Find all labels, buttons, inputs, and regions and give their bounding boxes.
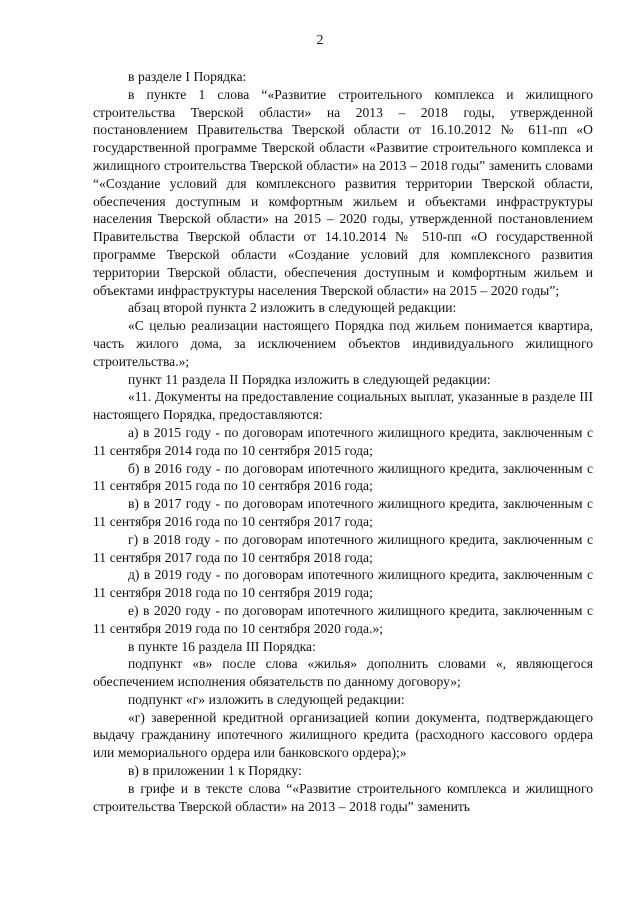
paragraph-item-g-2018: г) в 2018 году - по договорам ипотечного жилищного кредита, заключенным с 11 сентября 2017 года по 10 сентября 2018 года; (93, 531, 593, 565)
paragraph-point-2-heading: абзац второй пункта 2 изложить в следующей редакции: (128, 300, 457, 316)
paragraph-appendix-1-text: в грифе и в тексте слова “«Развитие строительного комплекса и жилищного строительства Тверской области» на 2013 – 2018 годы” заменить (93, 780, 593, 814)
paragraph-point-11-text: «11. Документы на предоставление социальных выплат, указанные в разделе III настоящего Порядка, предоставляются: (93, 389, 593, 423)
paragraph-item-d-2019: д) в 2019 году - по договорам ипотечного жилищного кредита, заключенным с 11 сентября 2018 года по 10 сентября 2019 года; (93, 567, 593, 601)
paragraph-section-1-heading: в разделе I Порядка: (128, 69, 247, 84)
paragraph-point-1-replacement: в пункте 1 слова “«Развитие строительного комплекса и жилищного строительства Тверской области» на 2013 – 2018 годы, утвержденной постановлением Правительства Тверской области от 16.10.2012 № 611-пп «О государственной программе Тверской области «Развитие строительного комплекса и жилищного строительства Тверской области» на 2013 – 2018 годы” заменить словами “«Создание условий для комплексного развития территории Тверской области, обеспечения доступным и комфортным жильем и объектами инфраструктуры населения Тверской области» на 2015 – 2020 годы, утвержденной постановлением Правительства Тверской области от 14.10.2014 № 510-пп «О государственной программе Тверской области «Создание условий для комплексного развития территории Тверской области, обеспечения доступным и комфортным жильем и объектами инфраструктуры населения Тверской области» на 2015 – 2020 годы”; (93, 86, 593, 298)
paragraph-subpoint-g-text: «г) заверенной кредитной организацией копии документа, подтверждающего выдачу гражданину ипотечного жилищного кредита (расходного кассового ордера или мемориального ордера или банковского ордера);» (93, 709, 593, 761)
paragraph-item-v-2017: в) в 2017 году - по договорам ипотечного жилищного кредита, заключенным с 11 сентября 2016 года по 10 сентября 2017 года; (93, 496, 593, 529)
paragraph-item-a-2015: а) в 2015 году - по договорам ипотечного жилищного кредита, заключенным с 11 сентября 2014 года по 10 сентября 2015 года; (93, 424, 593, 458)
page-number: 2 (316, 33, 324, 48)
paragraph-item-b-2016: б) в 2016 году - по договорам ипотечного жилищного кредита, заключенным с 11 сентября 2015 года по 10 сентября 2016 года; (93, 460, 593, 494)
paragraph-housing-definition: «С целью реализации настоящего Порядка под жильем понимается квартира, часть жилого дома, за исключением объектов индивидуального жилищного строительства.»; (93, 318, 593, 369)
paragraph-point-11-heading: пункт 11 раздела II Порядка изложить в следующей редакции: (128, 371, 491, 387)
paragraph-item-e-2020: е) в 2020 году - по договорам ипотечного жилищного кредита, заключенным с 11 сентября 2019 года по 10 сентября 2020 года.»; (93, 602, 593, 636)
paragraph-point-16-heading: в пункте 16 раздела III Порядка: (128, 638, 316, 654)
paragraph-subpoint-g-heading: подпункт «г» изложить в следующей редакции: (128, 691, 405, 707)
paragraph-appendix-1-heading: в) в приложении 1 к Порядку: (128, 763, 302, 779)
paragraph-subpoint-v: подпункт «в» после слова «жилья» дополнить словами «, являющегося обеспечением исполнения обязательств по данному договору»; (93, 656, 593, 690)
document-body (93, 68, 593, 815)
